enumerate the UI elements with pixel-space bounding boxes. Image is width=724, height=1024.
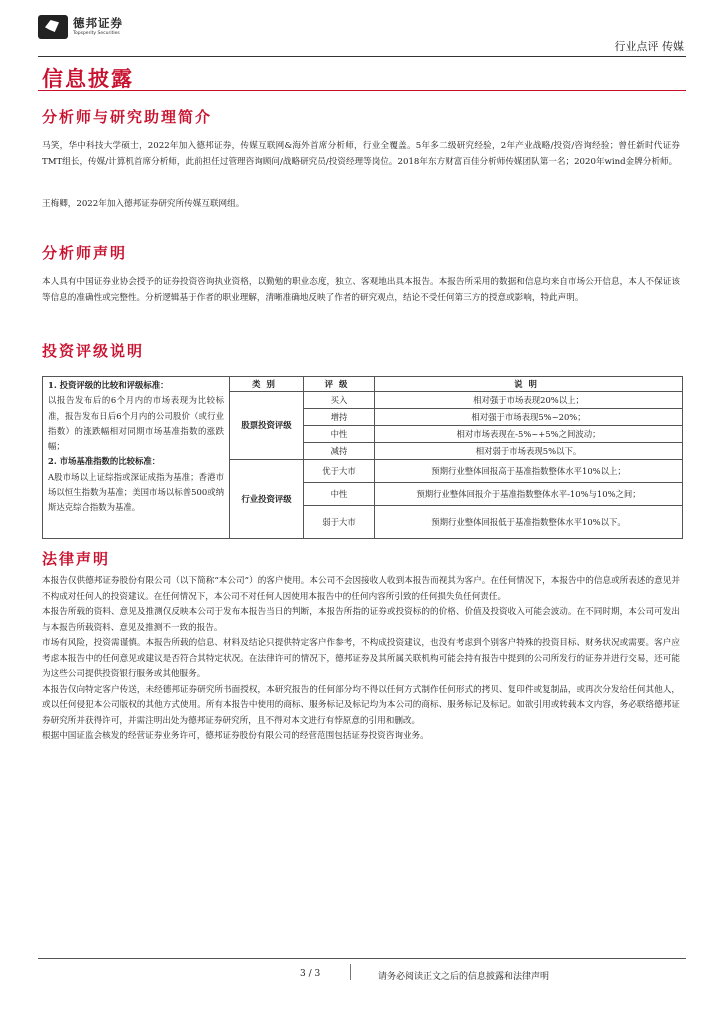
company-logo — [38, 14, 123, 40]
description-cell: 预期行业整体回报低于基准指数整体水平10%以下。 — [375, 506, 683, 539]
footer-divider — [38, 958, 686, 959]
criteria-1-title: 1. 投资评级的比较和评级标准： — [48, 380, 169, 390]
page-number: 3 / 3 — [300, 969, 321, 979]
rating-cell: 优于大市 — [304, 460, 375, 483]
col-header-description: 说明 — [375, 377, 683, 392]
logo-icon — [38, 15, 68, 39]
criteria-1-body: 以报告发布后的6个月内的市场表现为比较标准，报告发布日后6个月内的公司股价（或行业指数）的涨跌幅相对同期市场基准指数的涨跌幅； — [48, 395, 224, 452]
col-header-rating: 评级 — [304, 377, 375, 392]
industry-rating-category: 行业投资评级 — [230, 460, 304, 539]
rating-heading: 投资评级说明 — [42, 342, 145, 360]
description-cell: 预期行业整体回报高于基准指数整体水平10%以上； — [375, 460, 683, 483]
analyst-statement-text: 本人具有中国证券业协会授予的证券投资咨询执业资格，以勤勉的职业态度，独立、客观地出具本报告。本报告所采用的数据和信息均来自市场公开信息，本人不保证该等信息的准确性或完整性。分析逻辑基于作者的职业理解，清晰准确地反映了作者的研究观点，结论不受任何第三方的授意或影响，特此声明。 — [42, 277, 680, 303]
page-title: 信息披露 — [42, 66, 134, 91]
legal-paragraph: 本报告所载的资料、意见及推测仅反映本公司于发布本报告当日的判断，本报告所指的证券或投资标的的价格、价值及投资收入可能会波动。在不同时期，本公司可发出与本报告所载资料、意见及推测不一致的报告。 — [42, 607, 680, 633]
rating-cell: 弱于大市 — [304, 506, 375, 539]
rating-cell: 增持 — [304, 409, 375, 426]
legal-paragraph: 本报告仅供德邦证券股份有限公司（以下简称“本公司”）的客户使用。本公司不会因接收人收到本报告而视其为客户。在任何情况下，本报告中的信息或所表述的意见并不构成对任何人的投资建议。在任何情况下，本公司不对任何人因使用本报告中的任何内容所引致的任何损失负任何责任。 — [42, 576, 680, 602]
rating-cell: 中性 — [304, 483, 375, 506]
description-cell: 相对强于市场表现5%~20%； — [375, 409, 683, 426]
analyst-intro-heading: 分析师与研究助理简介 — [42, 108, 213, 126]
analyst-intro-p2: 王梅卿，2022年加入德邦证券研究所传媒互联网组。 — [42, 199, 245, 209]
col-header-category: 类别 — [230, 377, 304, 392]
criteria-2-body: A股市场以上证综指或深证成指为基准；香港市场以恒生指数为基准；美国市场以标普500或纳斯达克综合指数为基准。 — [48, 471, 224, 513]
logo-name-en: Topsperity Securities — [73, 30, 120, 36]
rating-criteria — [43, 377, 230, 539]
report-type-label: 行业点评 传媒 — [614, 40, 684, 53]
stock-rating-category: 股票投资评级 — [230, 392, 304, 460]
analyst-statement-heading: 分析师声明 — [42, 244, 128, 262]
footer-note: 请务必阅读正文之后的信息披露和法律声明 — [378, 972, 550, 982]
description-cell: 相对强于市场表现20%以上； — [375, 392, 683, 409]
footer-separator — [350, 964, 351, 980]
description-cell: 相对弱于市场表现5%以下。 — [375, 443, 683, 460]
legal-body — [42, 574, 680, 745]
rating-table — [42, 376, 683, 539]
description-cell: 相对市场表现在-5%~+5%之间波动； — [375, 426, 683, 443]
title-divider — [38, 90, 686, 91]
rating-cell: 中性 — [304, 426, 375, 443]
legal-paragraph: 市场有风险，投资需谨慎。本报告所载的信息、材料及结论只提供特定客户作参考，不构成投资建议，也没有考虑到个别客户特殊的投资目标、财务状况或需要。客户应考虑本报告中的任何意见或建议是否符合其特定状况。在法律许可的情况下，德邦证券及其所属关联机构可能会持有报告中提到的公司所发行的证券并进行交易，还可能为这些公司提供投资银行服务或其他服务。 — [42, 638, 680, 679]
legal-paragraph: 根据中国证监会核发的经营证券业务许可，德邦证券股份有限公司的经营范围包括证券投资咨询业务。 — [42, 731, 429, 741]
rating-cell: 买入 — [304, 392, 375, 409]
description-cell: 预期行业整体回报介于基准指数整体水平-10%与10%之间； — [375, 483, 683, 506]
header-divider — [38, 56, 686, 57]
criteria-2-title: 2. 市场基准指数的比较标准： — [48, 456, 161, 467]
rating-cell: 减持 — [304, 443, 375, 460]
legal-paragraph: 本报告仅向特定客户传送，未经德邦证券研究所书面授权，本研究报告的任何部分均不得以任何方式制作任何形式的拷贝、复印件或复制品，或再次分发给任何其他人，或以任何侵犯本公司版权的其他方式使用。所有本报告中使用的商标、服务标记及标记均为本公司的商标、服务标记及标记。如欲引用或转载本文内容，务必联络德邦证券研究所并获得许可，并需注明出处为德邦证券研究所，且不得对本文进行有悖原意的引用和删改。 — [42, 684, 680, 726]
legal-heading: 法律声明 — [42, 550, 111, 568]
logo-name-cn: 德邦证券 — [73, 16, 123, 30]
analyst-intro-p1: 马笑，华中科技大学硕士，2022年加入德邦证券，传媒互联网&海外首席分析师，行业全覆盖。5年多二级研究经验，2年产业战略/投资/咨询经验；曾任新时代证券TMT组长，传媒/计算机首席分析师，此前担任过管理咨询顾问/战略研究员/投资经理等岗位。2018年东方财富百佳分析师传媒团队第一名；2020年wind金牌分析师。 — [42, 141, 680, 167]
